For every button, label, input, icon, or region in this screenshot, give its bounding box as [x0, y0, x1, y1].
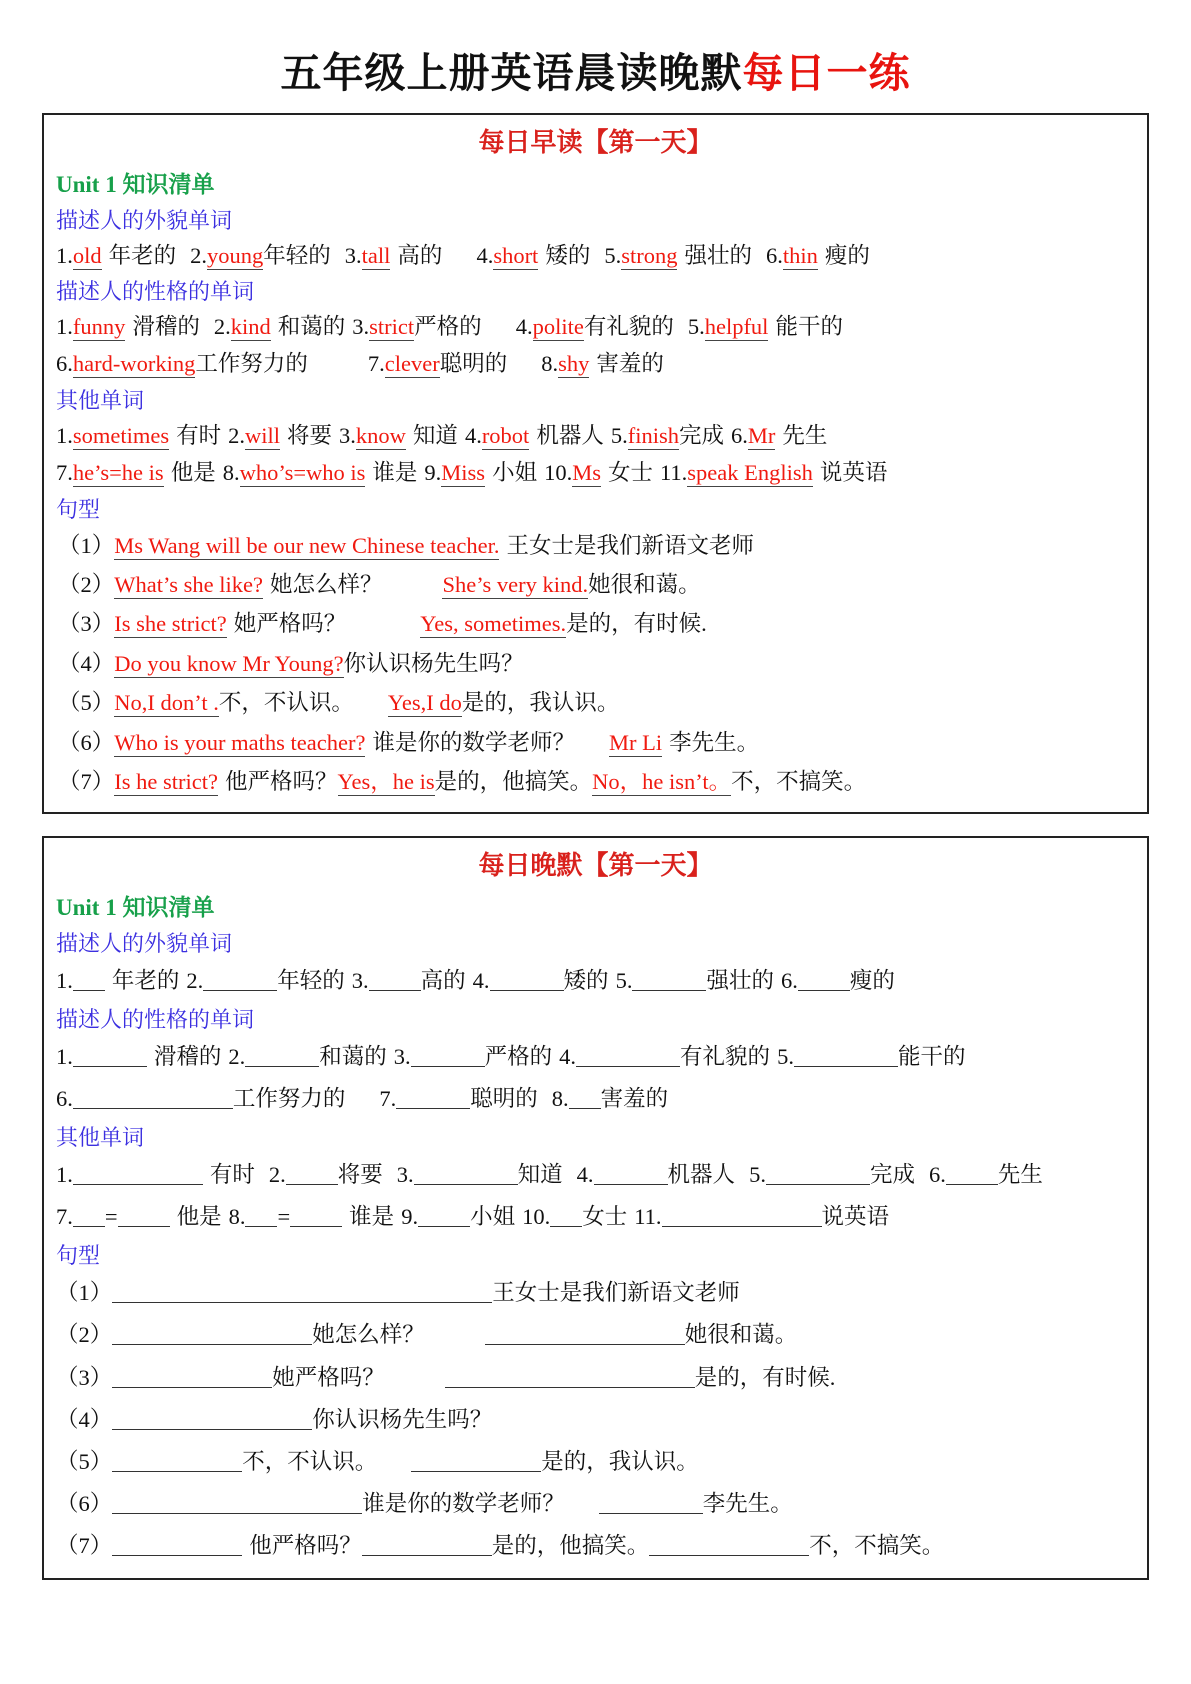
word-chinese: 他是	[176, 1204, 222, 1230]
word-number: 6.	[780, 967, 798, 993]
morning-subheading-personality: 描述人的性格的单词	[56, 279, 255, 305]
evening-pattern-row	[56, 1358, 1137, 1397]
morning-reading-box	[42, 113, 1149, 814]
word-chinese: 瘦的	[824, 242, 870, 268]
word-number: 1.	[56, 1043, 73, 1069]
page-title-red: 每日一练	[742, 50, 911, 96]
pattern-chinese-answer: 是的，我认识。	[541, 1448, 699, 1474]
pattern-english-answer: Yes，he is	[337, 768, 435, 794]
word-number: 6.	[765, 242, 783, 268]
morning-word-row	[56, 418, 1137, 454]
answer-blank[interactable]	[766, 1161, 870, 1185]
word-english: hard-working	[72, 351, 196, 377]
word-english: tall	[361, 242, 391, 268]
word-chinese: 工作努力的	[232, 1085, 346, 1111]
answer-blank[interactable]	[286, 1161, 338, 1185]
word-chinese: 强壮的	[684, 242, 752, 268]
answer-blank[interactable]	[662, 1203, 822, 1227]
pattern-chinese-answer-2: 不，不搞笑。	[731, 768, 867, 794]
word-chinese: 说英语	[821, 1204, 890, 1230]
morning-word-row	[56, 238, 1137, 274]
word-number: 5.	[749, 1161, 766, 1187]
word-chinese: 先生	[782, 422, 828, 448]
word-english: polite	[532, 314, 584, 340]
answer-blank[interactable]	[369, 967, 421, 991]
answer-blank[interactable]	[73, 1043, 147, 1067]
word-number: 2.	[228, 1043, 246, 1069]
word-english: he’s=he is	[72, 460, 164, 486]
word-chinese: 知道	[517, 1161, 563, 1187]
morning-subheading-other: 其他单词	[56, 387, 145, 413]
answer-blank[interactable]	[203, 967, 277, 991]
pattern-number: （6）	[58, 729, 115, 755]
morning-word-row	[56, 455, 1137, 491]
word-chinese: 严格的	[484, 1043, 553, 1069]
word-chinese: 高的	[420, 967, 466, 993]
pattern-chinese: 不，不认识。	[242, 1448, 378, 1474]
pattern-row	[58, 684, 1137, 721]
word-chinese: 将要	[337, 1161, 383, 1187]
word-number: 5.	[615, 967, 633, 993]
answer-blank[interactable]	[490, 967, 564, 991]
answer-blank[interactable]	[485, 1322, 685, 1346]
word-chinese: 说英语	[819, 460, 888, 486]
word-english: shy	[558, 351, 590, 377]
pattern-chinese: 你认识杨先生吗？	[343, 650, 524, 676]
pattern-chinese: 她怎么样？	[312, 1322, 425, 1348]
word-number: 5.	[610, 422, 628, 448]
word-number: 2.	[213, 314, 231, 340]
answer-blank[interactable]	[632, 967, 706, 991]
word-english: helpful	[704, 314, 769, 340]
word-english: know	[355, 422, 406, 448]
answer-blank[interactable]	[362, 1532, 492, 1556]
evening-pattern-row	[56, 1273, 1137, 1312]
word-chinese: 小姐	[492, 460, 538, 486]
evening-pattern-row	[56, 1400, 1137, 1439]
word-english: strict	[369, 314, 415, 340]
word-chinese: 和蔼的	[277, 314, 346, 340]
word-number: 9.	[401, 1204, 419, 1230]
word-chinese: 严格的	[414, 314, 482, 340]
pattern-english-answer: Mr Li	[608, 729, 663, 755]
word-english: short	[493, 242, 539, 268]
pattern-number: （2）	[58, 572, 115, 598]
pattern-row	[58, 527, 1137, 564]
answer-blank[interactable]	[290, 1203, 342, 1227]
word-english: thin	[782, 242, 818, 268]
word-number: 2.	[190, 242, 208, 268]
word-number: 5.	[687, 314, 705, 340]
morning-box-title: 每日早读【第一天】	[478, 128, 713, 158]
word-chinese: 滑稽的	[153, 1043, 222, 1069]
pattern-chinese-answer: 是的，我认识。	[461, 690, 620, 716]
word-chinese: 矮的	[545, 242, 591, 268]
word-chinese: 小姐	[470, 1204, 516, 1230]
pattern-chinese: 她严格吗？	[272, 1364, 385, 1390]
answer-blank[interactable]	[798, 967, 850, 991]
word-english: funny	[72, 314, 126, 340]
word-number: 1.	[56, 967, 73, 993]
evening-unit-heading: Unit 1 知识清单	[56, 895, 215, 921]
pattern-english-answer: She’s very kind.	[442, 572, 589, 598]
pattern-english: Ms Wang will be our new Chinese teacher.	[114, 532, 500, 558]
pattern-chinese: 你认识杨先生吗？	[312, 1406, 493, 1432]
word-chinese: 有礼貌的	[680, 1043, 771, 1069]
word-number: 7.	[367, 351, 385, 377]
pattern-row	[58, 645, 1137, 682]
word-english: will	[245, 422, 281, 448]
word-number: 7.	[56, 460, 73, 486]
word-number: 3.	[339, 422, 356, 448]
word-number: 1.	[56, 422, 73, 448]
word-chinese: 完成	[869, 1161, 915, 1187]
pattern-chinese-answer: 是的，他搞笑。	[434, 768, 593, 794]
pattern-chinese: 他严格吗？	[249, 1533, 362, 1559]
answer-blank[interactable]	[112, 1364, 272, 1388]
evening-pattern-row	[56, 1526, 1137, 1565]
pattern-chinese: 谁是你的数学老师？	[362, 1490, 565, 1516]
pattern-number: （3）	[58, 611, 115, 637]
word-chinese: 能干的	[897, 1043, 966, 1069]
word-number: 4.	[472, 967, 490, 993]
word-number: 11.	[634, 1204, 662, 1230]
word-english: clever	[384, 351, 440, 377]
pattern-number: （4）	[58, 650, 115, 676]
word-number: 8.	[222, 460, 240, 486]
word-number: 3.	[393, 1043, 411, 1069]
evening-pattern-heading: 句型	[56, 1243, 101, 1269]
word-chinese: 谁是	[349, 1204, 395, 1230]
word-number: 4.	[515, 314, 533, 340]
word-chinese: 年轻的	[263, 242, 331, 268]
word-chinese: 机器人	[536, 422, 604, 448]
word-number: 10.	[544, 460, 573, 486]
word-chinese: 年轻的	[277, 967, 345, 993]
evening-box-title: 每日晚默【第一天】	[478, 851, 713, 881]
word-number: 3.	[351, 967, 369, 993]
pattern-chinese: 他严格吗？	[224, 768, 338, 794]
word-number: 6.	[56, 1085, 73, 1111]
word-number: 8.	[541, 351, 559, 377]
word-chinese: 有礼貌的	[583, 314, 674, 340]
word-english: old	[72, 242, 102, 268]
evening-pattern-row	[56, 1315, 1137, 1354]
word-chinese: 聪明的	[439, 351, 508, 377]
answer-blank[interactable]	[418, 1203, 470, 1227]
answer-blank[interactable]	[112, 1280, 492, 1304]
pattern-english: Who is your maths teacher?	[114, 729, 366, 755]
word-number: 4.	[576, 1161, 594, 1187]
pattern-chinese-answer: 李先生。	[669, 729, 760, 755]
answer-blank[interactable]	[73, 1203, 105, 1227]
word-chinese: 滑稽的	[132, 314, 200, 340]
evening-subheading-other: 其他单词	[56, 1124, 145, 1150]
evening-subheading-personality: 描述人的性格的单词	[56, 1006, 255, 1032]
word-chinese: 年老的	[108, 242, 177, 268]
word-number: 2.	[186, 967, 204, 993]
word-english: young	[207, 242, 264, 268]
equals-sign: =	[277, 1204, 291, 1230]
answer-blank[interactable]	[118, 1203, 170, 1227]
word-english: Mr	[747, 422, 776, 448]
word-english: robot	[481, 422, 530, 448]
word-number: 1.	[56, 1161, 73, 1187]
word-number: 3.	[352, 314, 370, 340]
word-english: Ms	[572, 460, 601, 486]
word-chinese: 能干的	[775, 314, 843, 340]
pattern-chinese-answer: 是的，有时候.	[694, 1364, 836, 1390]
word-chinese: 瘦的	[849, 967, 895, 993]
word-chinese: 年老的	[111, 967, 180, 993]
word-number: 4.	[464, 422, 482, 448]
morning-subheading-appearance: 描述人的外貌单词	[56, 207, 233, 233]
equals-sign: =	[104, 1204, 118, 1230]
word-number: 6.	[730, 422, 748, 448]
word-number: 1.	[56, 314, 73, 340]
pattern-number: （5）	[56, 1448, 113, 1474]
pattern-chinese-answer: 李先生。	[702, 1490, 793, 1516]
answer-blank[interactable]	[245, 1203, 277, 1227]
pattern-english: Do you know Mr Young?	[114, 650, 344, 676]
pattern-english-answer-2: No，he isn’t。	[592, 768, 732, 794]
answer-blank[interactable]	[396, 1085, 470, 1109]
word-chinese: 完成	[678, 422, 724, 448]
pattern-chinese: 不，不认识。	[218, 690, 354, 716]
answer-blank[interactable]	[112, 1490, 362, 1514]
pattern-english: No,I don’t .	[114, 690, 219, 716]
answer-blank[interactable]	[245, 1043, 319, 1067]
pattern-number: （7）	[56, 1533, 113, 1559]
word-chinese: 害羞的	[596, 351, 664, 377]
word-number: 10.	[522, 1204, 551, 1230]
morning-word-row	[56, 309, 1137, 345]
answer-blank[interactable]	[794, 1043, 898, 1067]
pattern-number: （1）	[58, 532, 115, 558]
pattern-english-answer: Yes, sometimes.	[420, 611, 567, 637]
answer-blank[interactable]	[550, 1203, 582, 1227]
word-chinese: 矮的	[563, 967, 609, 993]
morning-word-row	[56, 346, 1137, 382]
pattern-number: （1）	[56, 1280, 113, 1306]
word-chinese: 害羞的	[600, 1085, 669, 1111]
pattern-english: Is she strict?	[114, 611, 227, 637]
pattern-english: Is he strict?	[114, 768, 218, 794]
answer-blank[interactable]	[112, 1406, 312, 1430]
word-english: finish	[627, 422, 679, 448]
answer-blank[interactable]	[73, 1085, 233, 1109]
word-chinese: 高的	[397, 242, 443, 268]
word-english: sometimes	[72, 422, 170, 448]
morning-unit-heading: Unit 1 知识清单	[56, 172, 215, 198]
answer-blank[interactable]	[73, 1161, 203, 1185]
evening-subheading-appearance: 描述人的外貌单词	[56, 930, 233, 956]
word-chinese: 女士	[582, 1204, 628, 1230]
answer-blank[interactable]	[112, 1532, 242, 1556]
word-number: 2.	[268, 1161, 286, 1187]
answer-blank[interactable]	[445, 1364, 695, 1388]
word-english: kind	[230, 314, 271, 340]
pattern-chinese: 谁是你的数学老师？	[372, 729, 575, 755]
pattern-chinese-answer: 她很和蔼。	[588, 572, 701, 598]
word-chinese: 将要	[287, 422, 333, 448]
answer-blank[interactable]	[411, 1043, 485, 1067]
pattern-row	[58, 605, 1137, 642]
evening-dictation-box	[42, 836, 1149, 1580]
word-number: 8.	[551, 1085, 569, 1111]
word-number: 4.	[476, 242, 494, 268]
evening-blank-row	[56, 961, 1137, 1000]
word-number: 9.	[424, 460, 442, 486]
page-title-black: 五年级上册英语晨读晚默	[280, 50, 743, 96]
word-chinese: 聪明的	[470, 1085, 538, 1111]
pattern-number: （7）	[58, 768, 115, 794]
pattern-chinese-answer: 她很和蔼。	[684, 1322, 798, 1348]
word-english: who’s=who is	[239, 460, 366, 486]
word-chinese: 工作努力的	[195, 351, 308, 377]
page-title	[42, 48, 1149, 99]
word-number: 7.	[379, 1085, 397, 1111]
word-number: 4.	[559, 1043, 577, 1069]
answer-blank[interactable]	[946, 1161, 998, 1185]
word-english: speak English	[687, 460, 813, 486]
word-number: 5.	[604, 242, 622, 268]
pattern-number: （5）	[58, 690, 115, 716]
answer-blank[interactable]	[73, 967, 105, 991]
word-chinese: 强壮的	[706, 967, 774, 993]
answer-blank[interactable]	[414, 1161, 518, 1185]
pattern-chinese-answer-2: 不，不搞笑。	[809, 1533, 945, 1559]
pattern-chinese-answer: 是的，有时候.	[566, 611, 707, 637]
word-number: 6.	[928, 1161, 946, 1187]
word-chinese: 有时	[176, 422, 222, 448]
word-chinese: 女士	[607, 460, 653, 486]
pattern-chinese: 她怎么样？	[269, 572, 383, 598]
word-number: 5.	[777, 1043, 794, 1069]
pattern-row	[58, 566, 1137, 603]
pattern-english-answer: Yes,I do	[387, 690, 462, 716]
evening-pattern-row	[56, 1484, 1137, 1523]
word-number: 11.	[660, 460, 688, 486]
answer-blank[interactable]	[649, 1532, 809, 1556]
pattern-number: （4）	[56, 1406, 113, 1432]
pattern-number: （2）	[56, 1322, 113, 1348]
answer-blank[interactable]	[599, 1490, 703, 1514]
evening-pattern-row	[56, 1442, 1137, 1481]
word-number: 3.	[396, 1161, 414, 1187]
word-number: 2.	[228, 422, 246, 448]
word-chinese: 先生	[997, 1161, 1043, 1187]
word-chinese: 知道	[412, 422, 458, 448]
word-chinese: 机器人	[667, 1161, 736, 1187]
answer-blank[interactable]	[112, 1322, 312, 1346]
word-chinese: 他是	[170, 460, 216, 486]
answer-blank[interactable]	[112, 1448, 242, 1472]
word-chinese: 和蔼的	[319, 1043, 387, 1069]
word-chinese: 谁是	[372, 460, 418, 486]
pattern-number: （3）	[56, 1364, 113, 1390]
evening-blank-row	[56, 1197, 1137, 1236]
answer-blank[interactable]	[569, 1085, 601, 1109]
word-number: 3.	[344, 242, 362, 268]
answer-blank[interactable]	[576, 1043, 680, 1067]
pattern-chinese-answer: 是的，他搞笑。	[491, 1533, 650, 1559]
pattern-english: What’s she like?	[114, 572, 263, 598]
word-number: 7.	[56, 1204, 73, 1230]
word-english: Miss	[441, 460, 486, 486]
morning-pattern-heading: 句型	[56, 496, 101, 522]
pattern-row	[58, 724, 1137, 761]
word-number: 1.	[56, 242, 73, 268]
pattern-number: （6）	[56, 1490, 113, 1516]
pattern-row	[58, 763, 1137, 800]
word-number: 8.	[228, 1204, 246, 1230]
pattern-chinese: 她严格吗？	[233, 611, 347, 637]
word-english: strong	[621, 242, 678, 268]
evening-blank-row	[56, 1079, 1137, 1118]
pattern-chinese: 王女士是我们新语文老师	[492, 1280, 740, 1306]
answer-blank[interactable]	[411, 1448, 541, 1472]
evening-blank-row	[56, 1155, 1137, 1194]
evening-blank-row	[56, 1037, 1137, 1076]
word-chinese: 有时	[209, 1161, 255, 1187]
pattern-chinese: 王女士是我们新语文老师	[506, 532, 754, 558]
word-number: 6.	[56, 351, 73, 377]
answer-blank[interactable]	[594, 1161, 668, 1185]
